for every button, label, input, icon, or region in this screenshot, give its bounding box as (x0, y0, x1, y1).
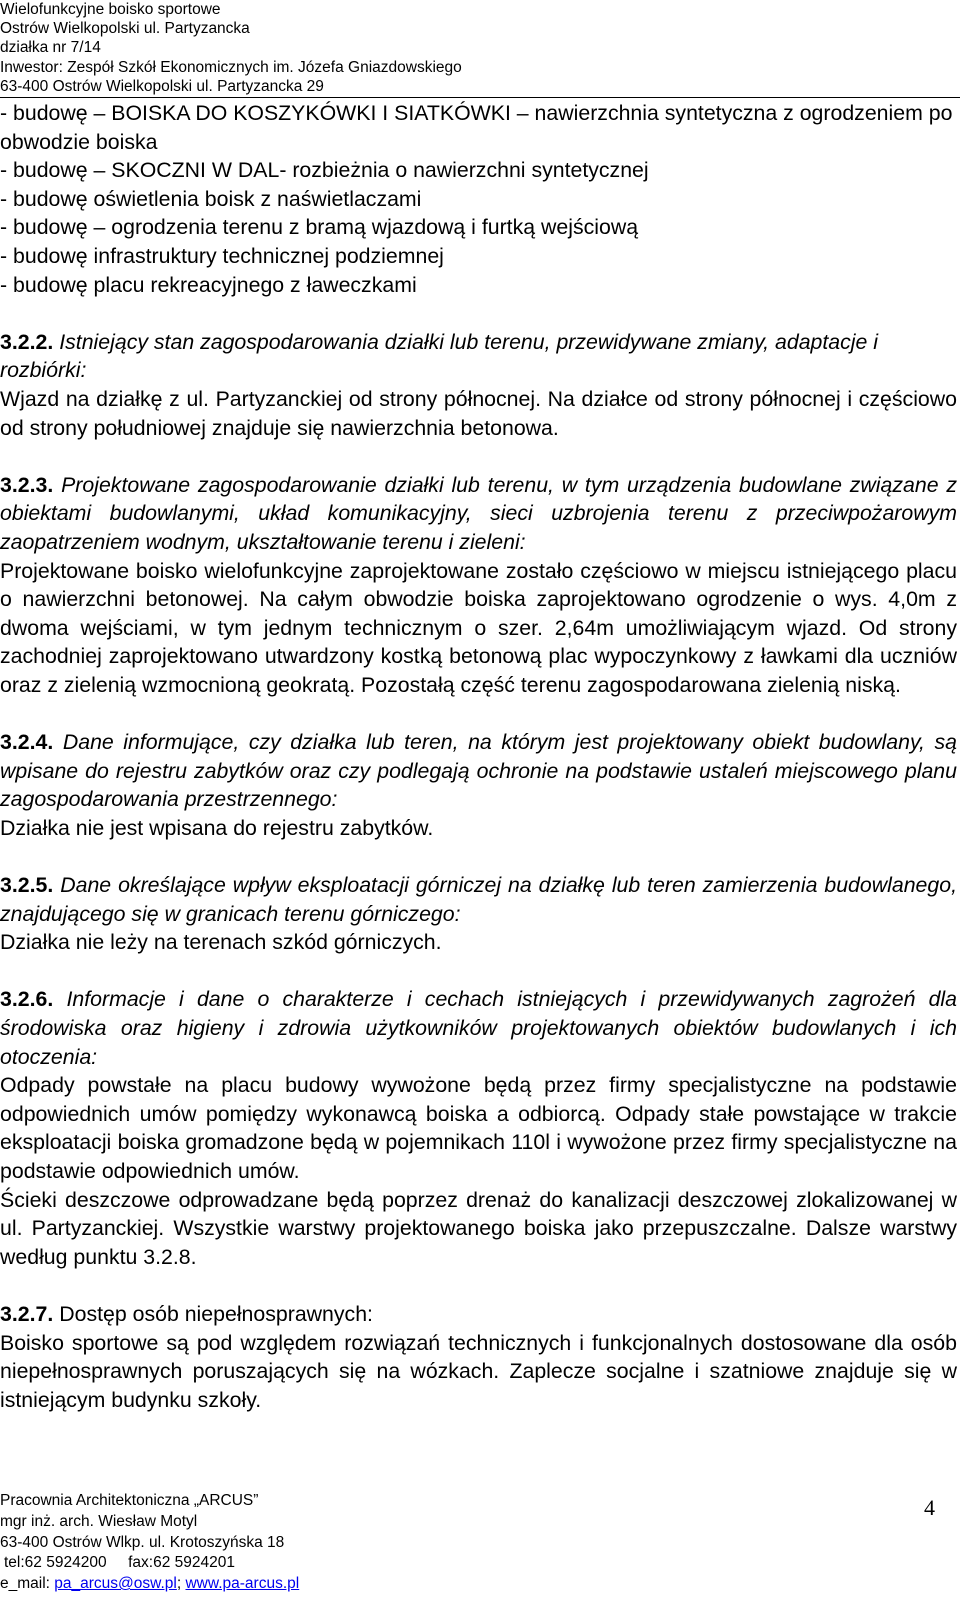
header-investor-address: 63-400 Ostrów Wielkopolski ul. Partyzancka 29 (0, 77, 324, 95)
list-item: - budowę oświetlenia boisk z naświetlaczami (0, 186, 422, 211)
section-heading: 3.2.6. Informacje i dane o charakterze i cechach istniejących i przewidywanych zagrożeń dla środowiska oraz higieny i zdrowia użytkowników projektowanych obiektów budowlanych i ich otoczenia: (0, 987, 958, 1069)
footer-phone-fax: tel:62 5924200 fax:62 5924201 (4, 1554, 235, 1572)
header-investor: Inwestor: Zespół Szkół Ekonomicznych im. Józefa Gniazdowskiego (0, 58, 462, 76)
document-body (0, 99, 957, 1414)
section-body: Projektowane boisko wielofunkcyjne zaprojektowane zostało częściowo w miejscu istniejącego placu o nawierzchni betonowej. Na całym obwodzie boiska zaprojektowano ogrodzenie o wys. 4,0m z dwoma wejściami, w tym jednym technicznym o szer. 2,64m umożliwiającym wjazd. Od strony zachodniej zaprojektowano utwardzony kostką betonową plac wypoczynkowy z ławkami dla uczniów oraz z zielenią wzmocnioną geokratą. Pozostałą część terenu zagospodarowana zielenią niską. (0, 558, 957, 697)
list-item: - budowę infrastruktury technicznej podziemnej (0, 243, 444, 268)
section-number: 3.2.2. (0, 329, 54, 354)
list-item: - budowę – BOISKA DO KOSZYKÓWKI I SIATKÓWKI – nawierzchnia syntetyczna z ogrodzeniem po obwodzie boiska (0, 101, 953, 154)
list-item: - budowę placu rekreacyjnego z ławeczkami (0, 272, 417, 297)
list-item: - budowę – ogrodzenia terenu z bramą wjazdową i furtką wejściową (0, 215, 639, 240)
section-number: 3.2.3. (0, 472, 54, 497)
section-body: Wjazd na działkę z ul. Partyzanckiej od strony północnej. Na działce od strony północnej i częściowo od strony południowej znajduje się nawierzchnia betonowa. (0, 386, 957, 440)
website-link[interactable]: www.pa-arcus.pl (185, 1575, 300, 1593)
email-link[interactable]: pa_arcus@osw.pl (54, 1575, 177, 1593)
section-number: 3.2.5. (0, 873, 54, 898)
section-number: 3.2.6. (0, 987, 54, 1012)
header-plot-number: działka nr 7/14 (0, 39, 101, 57)
section-body: Boisko sportowe są pod względem rozwiązań technicznych i funkcjonalnych dostosowane dla osób niepełnosprawnych poruszających się na wózkach. Zaplecze socjalne i szatniowe znajduje się w istniejącym budynku szkoły. (0, 1330, 957, 1412)
section-heading: 3.2.4. Dane informujące, czy działka lub teren, na którym jest projektowany obiekt budowlany, są wpisane do rejestru zabytków oraz czy podlegają ochronie na podstawie ustaleń miejscowego planu zagospodarowania przestrzennego: (0, 730, 957, 812)
section-body: Działka nie leży na terenach szkód górniczych. (0, 930, 442, 955)
section-body: Odpady powstałe na placu budowy wywożone będą przez firmy specjalistyczne na podstawie odpowiednich umów pomiędzy wykonawcą boiska a odbiorcą. Odpady stałe powstające w trakcie eksploatacji boiska gromadzone będą w pojemnikach 110l i wywożone przez firmy specjalistyczne na podstawie odpowiednich umów. (0, 1073, 957, 1183)
section-heading: 3.2.3. Projektowane zagospodarowanie działki lub terenu, w tym urządzenia budowlane związane z obiektami budowlanymi, układ komunikacyjny, sieci uzbrojenia terenu z przeciwpożarowym zaopatrzeniem wodnym, ukształtowanie terenu i zieleni: (0, 472, 958, 554)
header-location: Ostrów Wielkopolski ul. Partyzancka (0, 20, 250, 38)
footer-contact: e_mail: pa_arcus@osw.pl; www.pa-arcus.pl (0, 1575, 300, 1593)
footer-studio-name: Pracownia Architektoniczna „ARCUS” (0, 1492, 259, 1509)
page-footer (0, 1491, 960, 1595)
header-project-title: Wielofunkcyjne boisko sportowe (0, 1, 221, 18)
section-body: Działka nie jest wpisana do rejestru zabytków. (0, 815, 434, 840)
header-divider (0, 97, 960, 98)
page-number: 4 (924, 1495, 935, 1520)
section-heading: 3.2.2. Istniejący stan zagospodarowania działki lub terenu, przewidywane zmiany, adaptacje i rozbiórki: (0, 329, 879, 383)
section-number: 3.2.4. (0, 730, 54, 755)
page-header (0, 0, 960, 96)
section-body: Ścieki deszczowe odprowadzane będą poprzez drenaż do kanalizacji deszczowej zlokalizowanej w ul. Partyzanckiej. Wszystkie warstwy projektowanego boiska jako przepuszczalne. Dalsze warstwy według punktu 3.2.8. (0, 1187, 957, 1269)
footer-architect: mgr inż. arch. Wiesław Motyl (0, 1512, 198, 1530)
footer-address: 63-400 Ostrów Wlkp. ul. Krotoszyńska 18 (0, 1533, 285, 1551)
section-heading: 3.2.5. Dane określające wpływ eksploatacji górniczej na działkę lub teren zamierzenia budowlanego, znajdującego się w granicach terenu górniczego: (0, 873, 958, 926)
section-heading: 3.2.7. Dostęp osób niepełnosprawnych: (0, 1301, 373, 1326)
section-number: 3.2.7. (0, 1301, 54, 1326)
list-item: - budowę – SKOCZNI W DAL- rozbieżnia o nawierzchni syntetycznej (0, 158, 649, 183)
